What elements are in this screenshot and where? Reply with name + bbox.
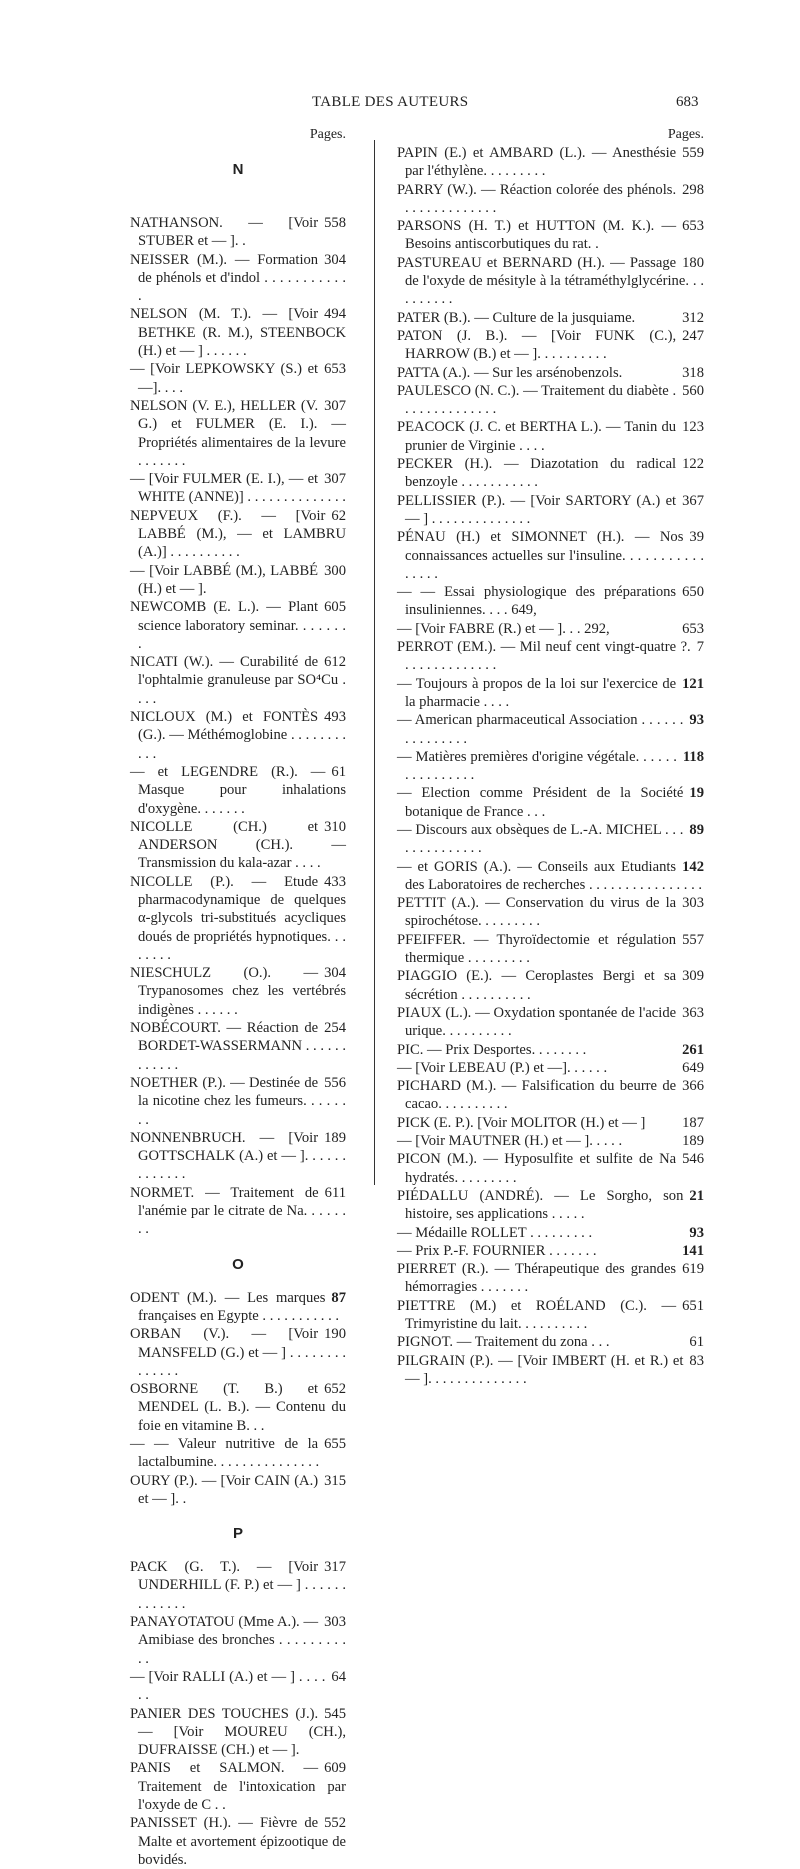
entry-page: 304	[324, 965, 346, 982]
entry-page: 189	[324, 1129, 346, 1146]
entry-text: NONNENBRUCH. — [Voir GOTTSCHALK (A.) et — ]. . . . . . . . . . . . .	[130, 1129, 346, 1183]
entry-page: 315	[324, 1472, 346, 1489]
entry-page: 433	[324, 873, 346, 890]
section-letter: P	[232, 1525, 243, 1543]
entry-page: 118	[682, 748, 704, 765]
index-entry	[130, 397, 346, 470]
index-entry	[130, 214, 346, 251]
entry-page: 650	[682, 584, 704, 601]
index-entry	[397, 254, 704, 309]
index-entry	[397, 748, 704, 785]
index-entry	[130, 562, 346, 599]
entry-text: PASTUREAU et BERNARD (H.). — Passage de l'oxyde de mésityle à la tétraméthylglycérine. . . . . . . . . .	[397, 254, 704, 308]
entry-text: PARRY (W.). — Réaction colorée des phénols. . . . . . . . . . . . . .	[397, 181, 677, 216]
entry-text: OSBORNE (T. B.) et MENDEL (L. B.). — Contenu du foie en vitamine B. . .	[130, 1381, 346, 1434]
index-entry	[397, 858, 704, 895]
index-entry	[397, 181, 704, 218]
entry-text: — [Voir MAUTNER (H.) et — ]. . . . .	[397, 1133, 623, 1150]
entry-text: PÉNAU (H.) et SIMONNET (H.). — Nos connaissances actuelles sur l'insuline. . . . . . . . . . . . . . . .	[397, 529, 704, 582]
index-entry	[397, 1242, 704, 1260]
entry-text: PIÉDALLU (ANDRÉ). — Le Sorgho, son histoire, ses applications . . . . .	[397, 1187, 684, 1223]
entry-text: — [Voir FULMER (E. I.), — et WHITE (ANNE)] . . . . . . . . . . . . . .	[130, 471, 346, 506]
entry-page: 655	[324, 1436, 346, 1452]
entry-text: PERROT (EM.). — Mil neuf cent vingt-quatre ?. . . . . . . . . . . . . .	[397, 639, 691, 674]
entry-text: NEPVEUX (F.). — [Voir LABBÉ (M.), — et LAMBRU (A.)] . . . . . . . . . .	[130, 507, 346, 561]
index-entry	[397, 1150, 704, 1187]
entry-text: PATON (J. B.). — [Voir FUNK (C.), HARROW (B.) et — ]. . . . . . . . . .	[397, 327, 677, 363]
entry-text: — — Valeur nutritive de la lactalbumine. . . . . . . . . . . . . . .	[130, 1436, 320, 1471]
index-entry	[130, 305, 346, 360]
entry-text: PEACOCK (J. C. et BERTHA L.). — Tanin du prunier de Virginie . . . .	[397, 419, 677, 454]
index-entry	[130, 1019, 346, 1074]
index-entry	[397, 583, 704, 620]
entry-text: PIGNOT. — Traitement du zona . . .	[397, 1334, 610, 1351]
entry-text: NOETHER (P.). — Destinée de la nicotine chez les fumeurs. . . . . . . .	[130, 1074, 346, 1128]
entry-text: PIAGGIO (E.). — Ceroplastes Bergi et sa sécrétion . . . . . . . . . .	[397, 968, 677, 1003]
entry-text: PETTIT (A.). — Conservation du virus de la spirochétose. . . . . . . . .	[397, 895, 677, 930]
index-entry	[397, 638, 704, 675]
index-entry	[397, 1132, 704, 1150]
entry-text: PFEIFFER. — Thyroïdectomie et régulation thermique . . . . . . . . .	[397, 931, 677, 967]
entry-page: 653	[682, 620, 704, 637]
index-entry	[397, 327, 704, 364]
entry-page: 309	[682, 968, 704, 985]
index-entry	[130, 1759, 346, 1814]
left-column	[130, 126, 346, 1869]
page-number: 683	[676, 94, 699, 110]
index-entry	[397, 144, 704, 181]
index-entry	[397, 1260, 704, 1297]
pages-label: Pages.	[309, 127, 346, 142]
entry-page: 83	[689, 1352, 704, 1369]
index-entry	[397, 675, 704, 712]
entry-page: 307	[324, 397, 346, 414]
pages-label: Pages.	[667, 127, 704, 142]
entry-text: — Discours aux obsèques de L.-A. MICHEL . . . . . . . . . . . . . .	[397, 821, 684, 857]
entry-page: 494	[324, 306, 346, 323]
entry-page: 141	[682, 1242, 704, 1259]
entry-page: 558	[324, 215, 346, 231]
entry-page: 649	[682, 1059, 704, 1076]
entry-text: — Médaille ROLLET . . . . . . . . .	[397, 1224, 593, 1241]
entry-text: — Matières premières d'origine végétale. . . . . . . . . . . . . . . .	[397, 748, 677, 784]
entry-text: — [Voir LEBEAU (P.) et —]. . . . . .	[397, 1059, 608, 1076]
entry-page: 39	[689, 529, 704, 546]
index-entry	[130, 818, 346, 873]
entry-page: 605	[324, 599, 346, 616]
entry-text: PANAYOTATOU (Mme A.). — Amibiase des bronches . . . . . . . . . . .	[130, 1614, 346, 1667]
index-entry	[397, 967, 704, 1004]
entry-text: — et GORIS (A.). — Conseils aux Etudiants des Laboratoires de recherches . . . . . . . . . . . . . . . .	[397, 858, 703, 893]
entry-text: PICHARD (M.). — Falsification du beurre de cacao. . . . . . . . . .	[397, 1078, 677, 1113]
entry-page: 363	[682, 1004, 704, 1021]
entry-page: 652	[324, 1381, 346, 1398]
index-entry	[130, 1129, 346, 1184]
entry-page: 121	[682, 675, 704, 692]
entry-text: PAULESCO (N. C.). — Traitement du diabète . . . . . . . . . . . . . .	[397, 382, 677, 418]
entry-text: NICATI (W.). — Curabilité de l'ophtalmie granuleuse par SO⁴Cu . . . .	[130, 654, 346, 707]
entry-text: PANIS et SALMON. — Traitement de l'intoxication par l'oxyde de C . .	[130, 1760, 346, 1814]
index-entry	[130, 1705, 346, 1760]
index-entry	[397, 309, 704, 327]
entry-text: NEWCOMB (E. L.). — Plant science laboratory seminar. . . . . . . .	[130, 599, 346, 652]
entry-page: 651	[682, 1297, 704, 1314]
entry-page: 317	[324, 1559, 346, 1576]
entry-page: 300	[324, 562, 346, 579]
index-entry	[397, 931, 704, 968]
entry-text: NELSON (M. T.). — [Voir BETHKE (R. M.), STEENBOCK (H.) et — ] . . . . . .	[130, 306, 346, 360]
entry-page: 560	[682, 382, 704, 399]
entry-text: PECKER (H.). — Diazotation du radical benzoyle . . . . . . . . . . .	[397, 456, 677, 491]
index-entry	[130, 653, 346, 708]
index-entry	[397, 382, 704, 419]
entry-page: 367	[682, 492, 704, 509]
index-entry	[130, 1814, 346, 1869]
entry-text: — — Essai physiologique des préparations insuliniennes. . . . 649,	[397, 584, 677, 619]
entry-page: 187	[682, 1114, 704, 1131]
index-entry	[397, 711, 704, 748]
index-entry	[130, 1472, 346, 1509]
index-entry	[130, 1613, 346, 1668]
index-entry	[397, 217, 704, 254]
entry-page: 142	[682, 858, 704, 875]
entry-page: 546	[682, 1151, 704, 1168]
entry-page: 612	[324, 654, 346, 671]
entry-text: ODENT (M.). — Les marques françaises en Egypte . . . . . . . . . . .	[130, 1289, 340, 1324]
entry-text: PANIER DES TOUCHES (J.). — [Voir MOUREU (CH.), DUFRAISSE (CH.) et — ].	[130, 1705, 346, 1759]
index-entry	[130, 1289, 346, 1326]
entry-page: 93	[689, 1224, 704, 1241]
right-column	[397, 126, 704, 1388]
entry-text: — [Voir RALLI (A.) et — ] . . . . . .	[130, 1668, 326, 1704]
entry-text: PANISSET (H.). — Fièvre de Malte et avortement épizootique de bovidés.	[130, 1815, 346, 1868]
entry-page: 310	[324, 818, 346, 835]
entry-text: PICK (E. P.). [Voir MOLITOR (H.) et — ]	[397, 1114, 646, 1131]
index-entry	[397, 418, 704, 455]
entry-text: — Prix P.-F. FOURNIER . . . . . . .	[397, 1242, 597, 1259]
index-entry	[130, 507, 346, 562]
entry-text: NICOLLE (P.). — Etude pharmacodynamique de quelques α-glycols tri-substitués acycliques doués de propriétés hypnotiques. . . . . . . .	[130, 873, 346, 963]
entry-text: PICON (M.). — Hyposulfite et sulfite de Na hydratés. . . . . . . . .	[397, 1151, 677, 1186]
entry-page: 7	[696, 639, 704, 656]
entry-page: 247	[682, 327, 704, 344]
entry-page: 19	[689, 785, 704, 802]
index-entry	[130, 1380, 346, 1435]
entry-text: NELSON (V. E.), HELLER (V. G.) et FULMER (E. I.). — Propriétés alimentaires de la levure . . . . . . .	[130, 397, 346, 469]
index-entry	[397, 784, 704, 821]
index-entry	[397, 894, 704, 931]
entry-text: NATHANSON. — [Voir STUBER et — ]. .	[130, 215, 319, 250]
index-entry	[130, 470, 346, 507]
entry-text: PIERRET (R.). — Thérapeutique des grandes hémorragies . . . . . . .	[397, 1261, 677, 1296]
entry-text: — American pharmaceutical Association . . . . . . . . . . . . . . .	[397, 712, 684, 747]
entry-text: — [Voir LEPKOWSKY (S.) et —]. . . .	[130, 361, 319, 396]
entry-text: — et LEGENDRE (R.). — Masque pour inhalations d'oxygène. . . . . . .	[130, 763, 346, 817]
entry-page: 559	[682, 145, 704, 161]
index-entry	[397, 821, 704, 858]
entry-text: PELLISSIER (P.). — [Voir SARTORY (A.) et — ] . . . . . . . . . . . . . .	[397, 492, 677, 527]
running-title: TABLE DES AUTEURS	[312, 94, 469, 110]
entry-page: 61	[331, 763, 346, 780]
index-entry	[397, 528, 704, 583]
index-entry	[397, 492, 704, 529]
index-entry	[397, 1041, 704, 1059]
entry-text: NICLOUX (M.) et FONTÈS (G.). — Méthémoglobine . . . . . . . . . . .	[130, 709, 346, 762]
entry-page: 312	[682, 309, 704, 326]
index-entry	[130, 598, 346, 653]
entry-page: 557	[682, 931, 704, 948]
entry-page: 493	[324, 709, 346, 726]
entry-text: PARSONS (H. T.) et HUTTON (M. K.). — Besoins antiscorbutiques du rat. .	[397, 218, 677, 253]
entry-page: 93	[689, 712, 704, 729]
entry-page: 21	[689, 1187, 704, 1204]
entry-text: NEISSER (M.). — Formation de phénols et d'indol . . . . . . . . . . . .	[130, 251, 346, 305]
entry-page: 611	[324, 1184, 346, 1201]
entry-page: 122	[682, 456, 704, 473]
entry-text: PIC. — Prix Desportes. . . . . . . .	[397, 1041, 587, 1058]
index-entry	[130, 1435, 346, 1472]
index-entry	[130, 251, 346, 306]
index-entry	[397, 1224, 704, 1242]
index-entry	[130, 360, 346, 397]
index-entry	[397, 1352, 704, 1389]
entry-page: 298	[682, 181, 704, 198]
entry-page: 180	[682, 254, 704, 271]
entry-text: PILGRAIN (P.). — [Voir IMBERT (H. et R.) et — ]. . . . . . . . . . . . . .	[397, 1352, 684, 1387]
index-entry	[397, 1004, 704, 1041]
index-entry	[130, 708, 346, 763]
section-letter: N	[232, 161, 244, 178]
entry-text: — Toujours à propos de la loi sur l'exercice de la pharmacie . . . .	[397, 675, 677, 710]
index-entry	[397, 1077, 704, 1114]
column-divider	[374, 140, 375, 1185]
entry-page: 123	[682, 419, 704, 436]
entry-page: 61	[689, 1334, 704, 1351]
entry-text: PATER (B.). — Culture de la jusquiame.	[397, 309, 636, 326]
entry-text: PIAUX (L.). — Oxydation spontanée de l'acide urique. . . . . . . . . .	[397, 1004, 677, 1040]
entry-text: — [Voir LABBÉ (M.), LABBÉ (H.) et — ].	[130, 562, 319, 597]
entry-page: 190	[324, 1326, 346, 1343]
entry-text: NOBÉCOURT. — Réaction de BORDET-WASSERMANN . . . . . . . . . . . .	[130, 1020, 346, 1073]
entry-page: 303	[324, 1614, 346, 1631]
entry-text: NICOLLE (CH.) et ANDERSON (CH.). — Transmission du kala-azar . . . .	[130, 818, 346, 872]
entry-page: 89	[689, 821, 704, 838]
entry-page: 304	[324, 251, 346, 268]
entry-page: 653	[324, 361, 346, 378]
page-header	[0, 94, 800, 116]
entry-page: 87	[331, 1289, 346, 1306]
entry-text: PATTA (A.). — Sur les arsénobenzols.	[397, 364, 623, 381]
index-entry	[130, 1074, 346, 1129]
entry-text: PAPIN (E.) et AMBARD (L.). — Anesthésie par l'éthylène. . . . . . . . .	[397, 145, 677, 180]
entry-text: ORBAN (V.). — [Voir MANSFELD (G.) et — ] . . . . . . . . . . . . . .	[130, 1326, 346, 1379]
section-letter: O	[232, 1255, 244, 1273]
index-entry	[397, 364, 704, 382]
index-entry	[397, 1297, 704, 1334]
index-entry	[130, 1184, 346, 1239]
entry-page: 552	[324, 1815, 346, 1832]
index-entry	[130, 1325, 346, 1380]
entry-page: 64	[331, 1668, 346, 1685]
entry-page: 556	[324, 1074, 346, 1091]
index-entry	[397, 455, 704, 492]
entry-page: 189	[682, 1133, 704, 1150]
entry-text: — Election comme Président de la Société botanique de France . . .	[397, 785, 684, 820]
entry-page: 619	[682, 1261, 704, 1278]
entry-page: 545	[324, 1705, 346, 1722]
index-entry	[130, 763, 346, 818]
index-entry	[397, 1114, 704, 1132]
entry-text: OURY (P.). — [Voir CAIN (A.) et — ]. .	[130, 1472, 319, 1507]
index-entry	[397, 1187, 704, 1224]
index-entry	[397, 620, 704, 638]
entry-page: 609	[324, 1760, 346, 1777]
index-entry	[397, 1333, 704, 1351]
index-entry	[130, 1558, 346, 1613]
entry-page: 318	[682, 364, 704, 381]
entry-page: 254	[324, 1020, 346, 1037]
entry-text: NIESCHULZ (O.). — Trypanosomes chez les vertébrés indigènes . . . . . .	[130, 965, 346, 1018]
index-entry	[130, 964, 346, 1019]
entry-page: 366	[682, 1078, 704, 1095]
entry-page: 62	[331, 507, 346, 524]
entry-text: PACK (G. T.). — [Voir UNDERHILL (F. P.) et — ] . . . . . . . . . . . . .	[130, 1559, 346, 1612]
entry-page: 261	[682, 1041, 704, 1058]
entry-text: NORMET. — Traitement de l'anémie par le citrate de Na. . . . . . . .	[130, 1184, 346, 1238]
entry-page: 307	[324, 471, 346, 488]
entry-text: PIETTRE (M.) et ROÉLAND (C.). — Trimyristine du lait. . . . . . . . . .	[397, 1297, 677, 1332]
index-entry	[130, 1668, 346, 1705]
index-entry	[397, 1059, 704, 1077]
entry-text: — [Voir FABRE (R.) et — ]. . . 292,	[397, 620, 610, 637]
entry-page: 653	[682, 218, 704, 235]
index-entry	[130, 873, 346, 964]
entry-page: 303	[682, 895, 704, 912]
